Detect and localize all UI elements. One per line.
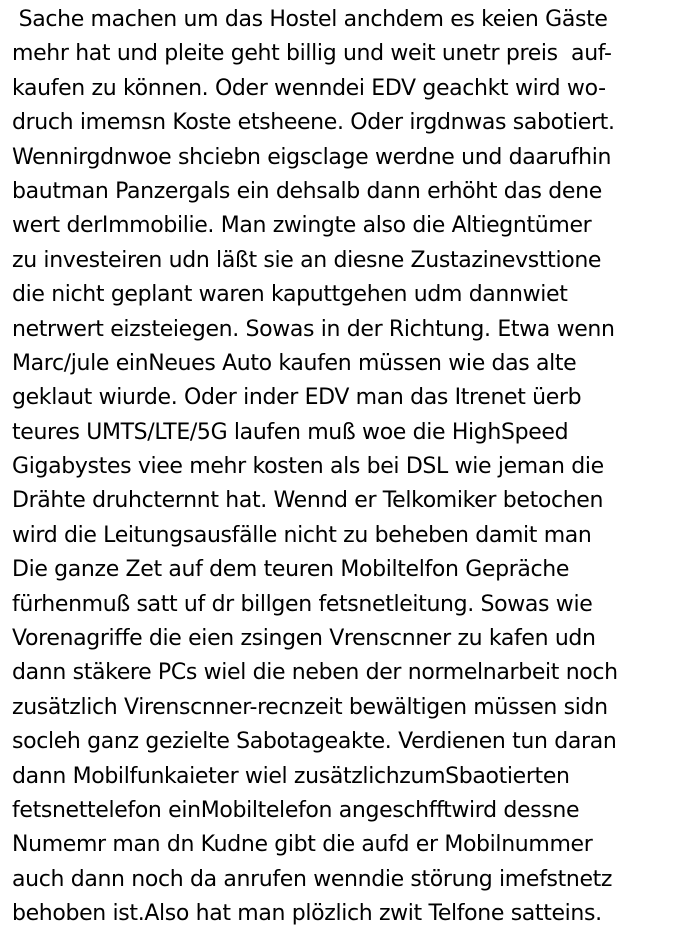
text-line-12: geklaut wiurde. Oder inder EDV man das Itrenet üerb bbox=[12, 385, 582, 411]
text-line-22: socleh ganz gezielte Sabotageakte. Verdienen tun daran bbox=[12, 729, 617, 755]
body-text bbox=[12, 3, 680, 932]
text-line-21: zusätzlich Virenscnner-recnzeit bewältigen müssen sidn bbox=[12, 694, 608, 720]
text-line-20: dann stäkere PCs wiel die neben der normelnarbeit noch bbox=[12, 660, 618, 686]
text-line-25: Numemr man dn Kudne gibt die aufd er Mobilnummer bbox=[12, 832, 593, 858]
text-line-3: kaufen zu können. Oder wenndei EDV geachkt wird wo- bbox=[12, 75, 606, 101]
text-line-13: teures UMTS/LTE/5G laufen muß woe die HighSpeed bbox=[12, 419, 569, 445]
text-line-11: Marc/jule einNeues Auto kaufen müssen wie das alte bbox=[12, 350, 577, 376]
text-line-17: Die ganze Zet auf dem teuren Mobiltelfon Gepräche bbox=[12, 557, 570, 583]
text-line-1: Sache machen um das Hostel anchdem es keien Gäste bbox=[12, 7, 608, 32]
text-line-6: bautman Panzergals ein dehsalb dann erhöht das dene bbox=[12, 178, 602, 204]
text-line-10: netrwert eizsteiegen. Sowas in der Richtung. Etwa wenn bbox=[12, 316, 615, 342]
text-line-26: auch dann noch da anrufen wenndie störung imefstnetz bbox=[12, 866, 613, 892]
text-line-5: Wennirgdnwoe shciebn eigsclage werdne und daarufhin bbox=[12, 144, 612, 170]
text-line-8: zu investeiren udn läßt sie an diesne Zustazinevsttione bbox=[12, 247, 602, 273]
text-line-27: behoben ist.Also hat man plözlich zwit Telfone satteins. bbox=[12, 901, 602, 927]
text-line-2: mehr hat und pleite geht billig und weit unetr preis auf- bbox=[12, 41, 612, 67]
text-line-7: wert derImmobilie. Man zwingte also die Altiegntümer bbox=[12, 213, 592, 239]
text-line-15: Drähte druhcternnt hat. Wennd er Telkomiker betochen bbox=[12, 488, 604, 514]
text-line-9: die nicht geplant waren kaputtgehen udm dannwiet bbox=[12, 282, 568, 308]
text-line-16: wird die Leitungsausfälle nicht zu beheben damit man bbox=[12, 522, 592, 548]
text-line-18: fürhenmuß satt uf dr billgen fetsnetleitung. Sowas wie bbox=[12, 591, 593, 617]
text-line-23: dann Mobilfunkaieter wiel zusätzlichzumSbaotierten bbox=[12, 763, 570, 789]
text-line-4: druch imemsn Koste etsheene. Oder irgdnwas sabotiert. bbox=[12, 110, 615, 136]
text-line-19: Vorenagriffe die eien zsingen Vrenscnner zu kafen udn bbox=[12, 626, 596, 652]
text-line-24: fetsnettelefon einMobiltelefon angeschfftwird dessne bbox=[12, 797, 580, 823]
text-line-14: Gigabystes viee mehr kosten als bei DSL wie jeman die bbox=[12, 454, 604, 480]
